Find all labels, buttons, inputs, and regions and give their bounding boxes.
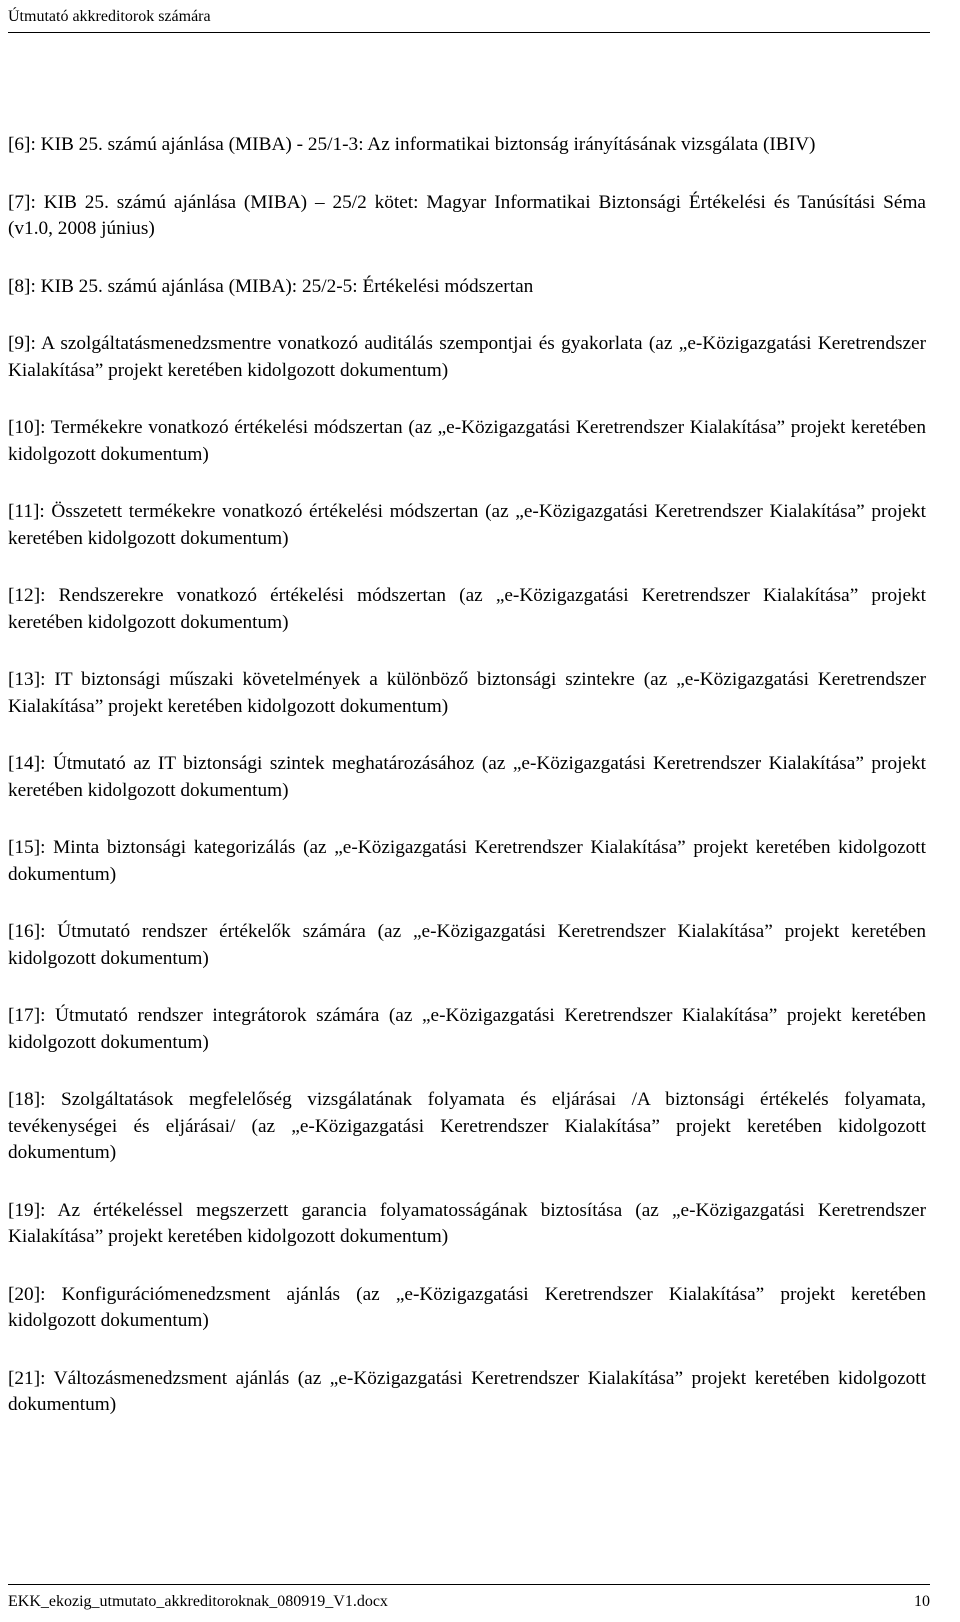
footer-filename: EKK_ekozig_utmutato_akkreditoroknak_080919_V1.docx (8, 1593, 388, 1610)
reference-item: [9]: A szolgáltatásmenedzsmentre vonatkozó auditálás szempontjai és gyakorlata (az „e-Közigazgatási Keretrendszer Kialakítása” projekt keretében kidolgozott dokumentum) (8, 333, 926, 381)
page-number: 10 (914, 1593, 930, 1610)
reference-item: [12]: Rendszerekre vonatkozó értékelési módszertan (az „e-Közigazgatási Keretrendszer Kialakítása” projekt keretében kidolgozott dokumentum) (8, 585, 926, 633)
reference-item: [11]: Összetett termékekre vonatkozó értékelési módszertan (az „e-Közigazgatási Keretrendszer Kialakítása” projekt keretében kidolgozott dokumentum) (8, 501, 926, 549)
reference-item: [8]: KIB 25. számú ajánlása (MIBA): 25/2-5: Értékelési módszertan (8, 275, 534, 297)
reference-item: [6]: KIB 25. számú ajánlása (MIBA) - 25/1-3: Az informatikai biztonság irányításának vizsgálata (IBIV) (8, 134, 816, 155)
reference-item: [7]: KIB 25. számú ajánlása (MIBA) – 25/2 kötet: Magyar Informatikai Biztonsági Értékelési és Tanúsítási Séma (v1.0, 2008 június) (8, 191, 926, 239)
reference-item: [10]: Termékekre vonatkozó értékelési módszertan (az „e-Közigazgatási Keretrendszer Kialakítása” projekt keretében kidolgozott dokumentum) (8, 417, 926, 465)
reference-item: [16]: Útmutató rendszer értékelők számára (az „e-Közigazgatási Keretrendszer Kialakítása” projekt keretében kidolgozott dokumentum) (8, 921, 926, 969)
reference-item: [20]: Konfigurációmenedzsment ajánlás (az „e-Közigazgatási Keretrendszer Kialakítása” projekt keretében kidolgozott dokumentum) (8, 1283, 926, 1331)
reference-item: [21]: Változásmenedzsment ajánlás (az „e-Közigazgatási Keretrendszer Kialakítása” projekt keretében kidolgozott dokumentum) (8, 1367, 926, 1415)
reference-item: [19]: Az értékeléssel megszerzett garancia folyamatosságának biztosítása (az „e-Közigazgatási Keretrendszer Kialakítása” projekt keretében kidolgozott dokumentum) (8, 1199, 926, 1247)
reference-item: [13]: IT biztonsági műszaki követelmények a különböző biztonsági szintekre (az „e-Közigazgatási Keretrendszer Kialakítása” projekt keretében kidolgozott dokumentum) (8, 669, 926, 717)
header-title: Útmutató akkreditorok számára (8, 8, 211, 25)
page-header (8, 4, 930, 33)
reference-list (8, 132, 926, 1450)
page-footer (8, 1584, 930, 1613)
reference-item: [15]: Minta biztonsági kategorizálás (az „e-Közigazgatási Keretrendszer Kialakítása” projekt keretében kidolgozott dokumentum) (8, 837, 926, 885)
reference-item: [18]: Szolgáltatások megfelelőség vizsgálatának folyamata és eljárásai /A biztonsági értékelés folyamata, tevékenységei és eljárásai/ (az „e-Közigazgatási Keretrendszer Kialakítása” projekt keretében kidolgozott dokumentum) (8, 1089, 926, 1163)
reference-item: [17]: Útmutató rendszer integrátorok számára (az „e-Közigazgatási Keretrendszer Kialakítása” projekt keretében kidolgozott dokumentum) (8, 1005, 926, 1053)
reference-item: [14]: Útmutató az IT biztonsági szintek meghatározásához (az „e-Közigazgatási Keretrendszer Kialakítása” projekt keretében kidolgozott dokumentum) (8, 753, 926, 801)
